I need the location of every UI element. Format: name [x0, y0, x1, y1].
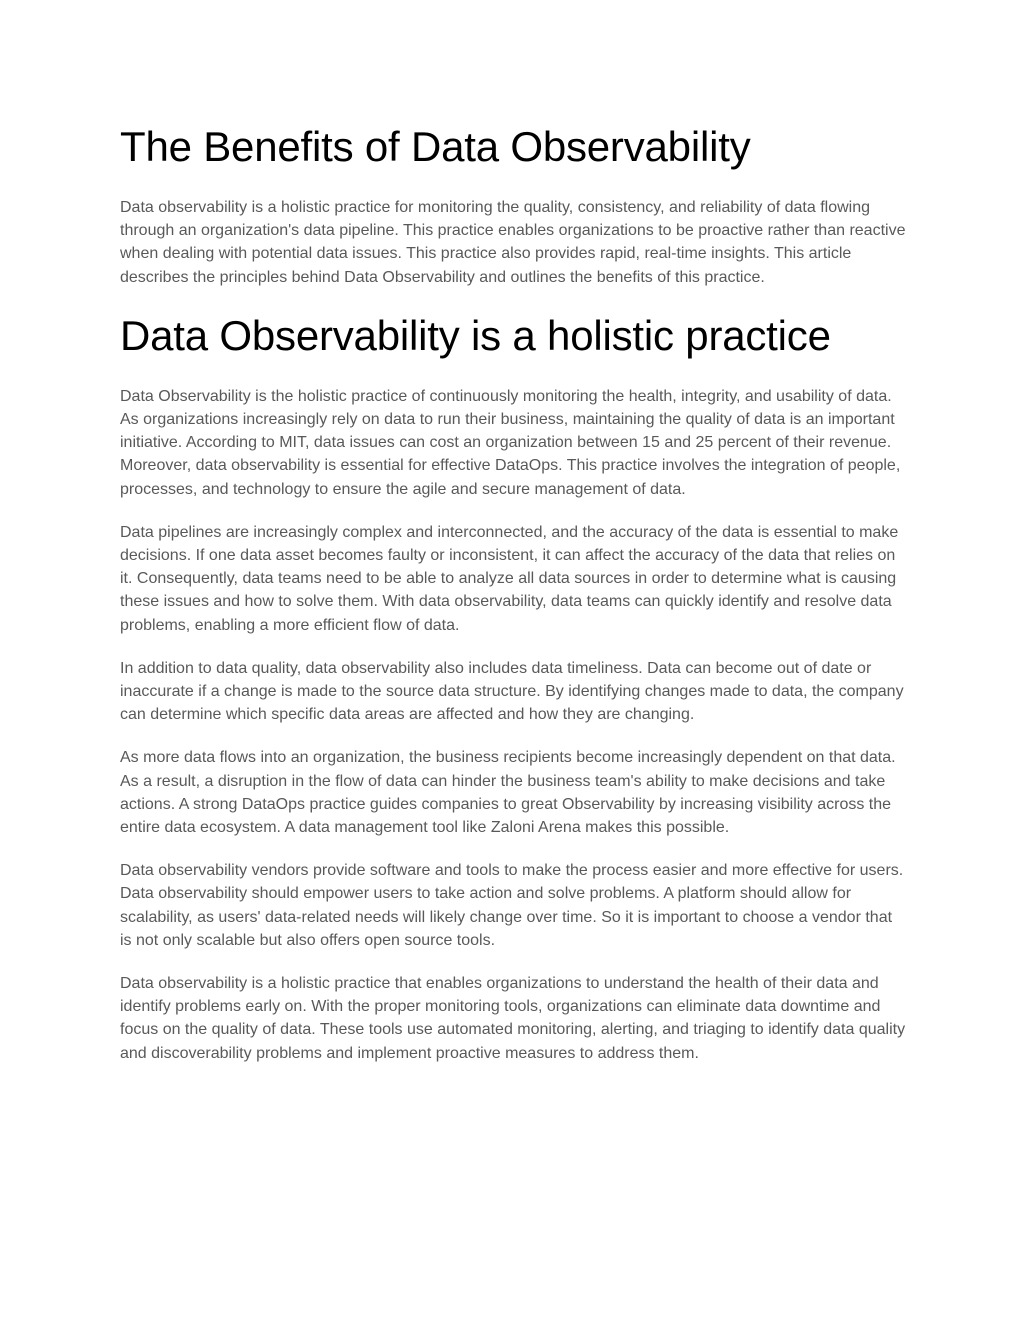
body-paragraph-2: Data pipelines are increasingly complex and interconnected, and the accuracy of the data is essential to make decisions. If one data asset becomes faulty or inconsistent, it can affect the accuracy of the data that relies on it. Consequently, data teams need to be able to analyze all data sources in order to determine what is causing these issues and how to solve them. With data observability, data teams can quickly identify and resolve data problems, enabling a more efficient flow of data. — [120, 523, 899, 634]
body-paragraph-3: In addition to data quality, data observability also includes data timeliness. Data can become out of date or inaccurate if a change is made to the source data structure. By identifying changes made to data, the company can determine which specific data areas are affected and how they are changing. — [120, 659, 904, 724]
document-title: The Benefits of Data Observability — [120, 123, 751, 170]
body-paragraph-4: As more data flows into an organization, the business recipients become increasingly dependent on that data. As a result, a disruption in the flow of data can hinder the business team's ability to make decisions and take actions. A strong DataOps practice guides companies to great Observability by increasing visibility across the entire data ecosystem. A data management tool like Zaloni Arena makes this possible. — [120, 749, 896, 837]
section-heading: Data Observability is a holistic practice — [120, 311, 831, 359]
body-paragraph-1: Data Observability is the holistic practice of continuously monitoring the health, integrity, and usability of data. As organizations increasingly rely on data to run their business, maintaining the quality of data is an important initiative. According to MIT, data issues can cost an organization between 15 and 25 percent of their revenue. Moreover, data observability is essential for effective DataOps. This practice involves the integration of people, processes, and technology to ensure the agile and secure management of data. — [120, 387, 901, 498]
intro-paragraph: Data observability is a holistic practice for monitoring the quality, consistency, and reliability of data flowing through an organization's data pipeline. This practice enables organizations to be proactive rather than reactive when dealing with potential data issues. This practice also provides rapid, real-time insights. This article describes the principles behind Data Observability and outlines the benefits of this practice. — [120, 199, 906, 286]
body-paragraph-5: Data observability vendors provide software and tools to make the process easier and more effective for users. Data observability should empower users to take action and solve problems. A platform should allow for scalability, as users' data-related needs will likely change over time. So it is important to choose a vendor that is not only scalable but also offers open source tools. — [120, 862, 904, 949]
body-paragraph-6: Data observability is a holistic practice that enables organizations to understand the health of their data and identify problems early on. With the proper monitoring tools, organizations can eliminate data downtime and focus on the quality of data. These tools use automated monitoring, alerting, and triaging to identify data quality and discoverability problems and implement proactive measures to address them. — [120, 975, 906, 1062]
document-page — [120, 120, 906, 1085]
